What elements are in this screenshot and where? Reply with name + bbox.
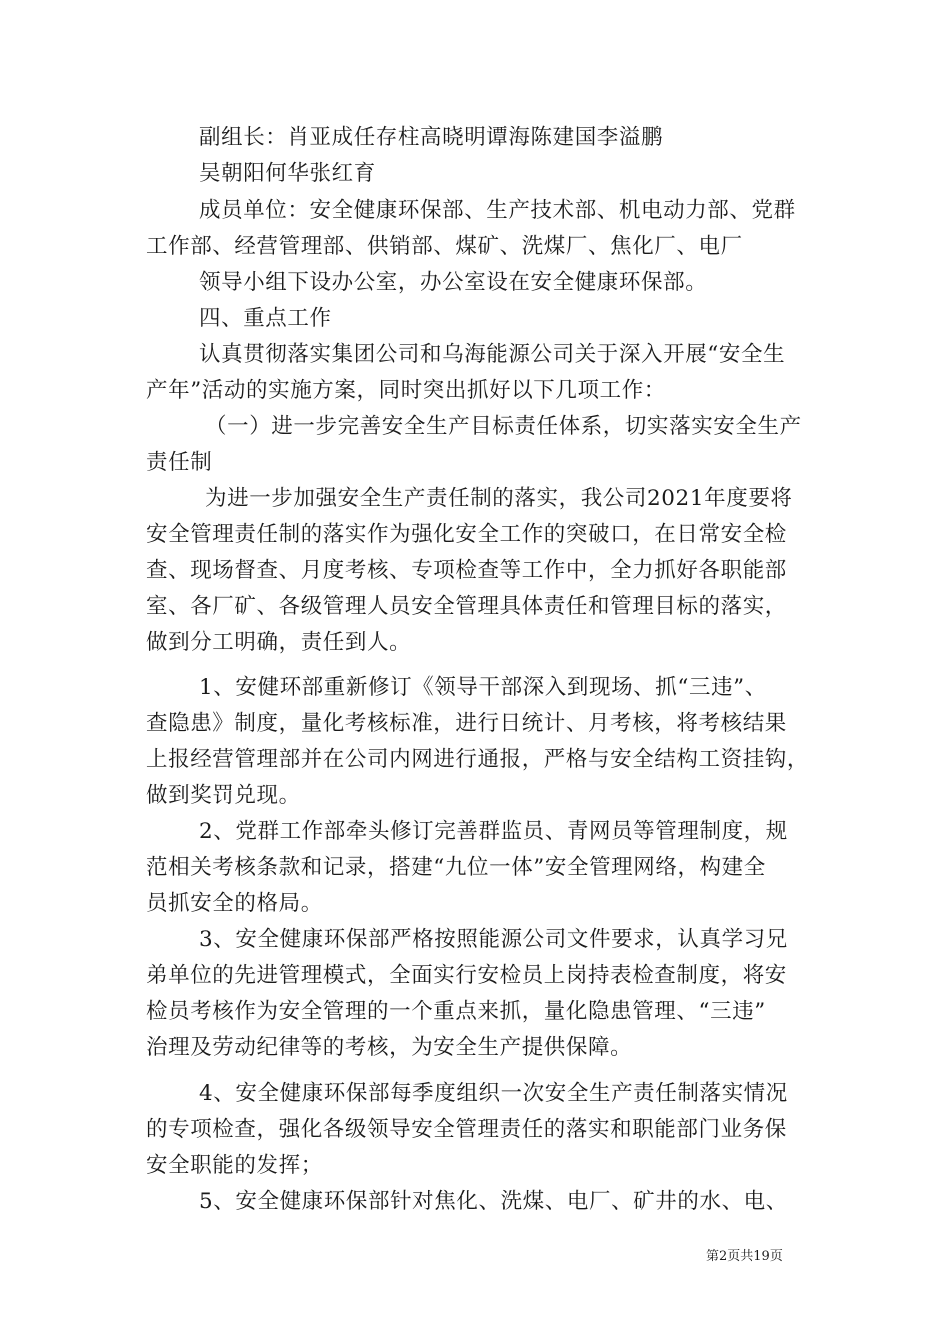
page-number: 第2页共19页	[706, 1249, 783, 1264]
text-line-8: 产年”活动的实施方案，同时突出抓好以下几项工作：	[146, 378, 666, 403]
text-line-17: 查隐患》制度，量化考核标准，进行日统计、月考核，将考核结果	[146, 711, 787, 736]
text-line-15: 做到分工明确，责任到人。	[146, 630, 412, 655]
text-line-1: 副组长：肖亚成任存柱高晓明谭海陈建国李溢鹏	[199, 125, 664, 150]
text-line-29: 安全职能的发挥；	[146, 1153, 323, 1178]
text-line-25: 检员考核作为安全管理的一个重点来抓，量化隐患管理、“三违”	[146, 999, 766, 1024]
subsection-heading: （一）进一步完善安全生产目标责任体系，切实落实安全生产	[205, 414, 802, 439]
text-line-30: 5、安全健康环保部针对焦化、洗煤、电厂、矿井的水、电、	[199, 1189, 788, 1214]
text-line-4: 工作部、经营管理部、供销部、煤矿、洗煤厂、焦化厂、电厂	[146, 234, 743, 259]
text-line-14: 室、各厂矿、各级管理人员安全管理具体责任和管理目标的落实，	[146, 594, 787, 619]
text-line-22: 员抓安全的格局。	[146, 891, 323, 916]
text-line-12: 安全管理责任制的落实作为强化安全工作的突破口，在日常安全检	[146, 522, 787, 547]
text-line-21: 范相关考核条款和记录，搭建“九位一体”安全管理网络，构建全	[146, 855, 766, 880]
text-line-11: 为进一步加强安全生产责任制的落实，我公司2021年度要将	[205, 486, 793, 511]
text-line-20: 2、党群工作部牵头修订完善群监员、青网员等管理制度，规	[199, 819, 788, 844]
text-line-19: 做到奖罚兑现。	[146, 783, 301, 808]
text-line-24: 弟单位的先进管理模式，全面实行安检员上岗持表检查制度，将安	[146, 963, 787, 988]
section-heading: 四、重点工作	[199, 306, 332, 331]
text-line-16: 1、安健环部重新修订《领导干部深入到现场、抓“三违”、	[199, 675, 767, 700]
text-line-18: 上报经营管理部并在公司内网进行通报，严格与安全结构工资挂钩，	[146, 747, 810, 772]
text-line-10: 责任制	[146, 450, 213, 475]
text-line-7: 认真贯彻落实集团公司和乌海能源公司关于深入开展“安全生	[199, 342, 786, 367]
text-line-3: 成员单位：安全健康环保部、生产技术部、机电动力部、党群	[199, 198, 796, 223]
text-line-28: 的专项检查，强化各级领导安全管理责任的落实和职能部门业务保	[146, 1117, 787, 1142]
text-line-26: 治理及劳动纪律等的考核，为安全生产提供保障。	[146, 1035, 633, 1060]
text-line-13: 查、现场督查、月度考核、专项检查等工作中，全力抓好各职能部	[146, 558, 787, 583]
text-line-5: 领导小组下设办公室，办公室设在安全健康环保部。	[199, 270, 708, 295]
text-line-23: 3、安全健康环保部严格按照能源公司文件要求，认真学习兄	[199, 927, 788, 952]
text-line-2: 吴朝阳何华张红育	[199, 161, 376, 186]
text-line-27: 4、安全健康环保部每季度组织一次安全生产责任制落实情况	[199, 1081, 788, 1106]
